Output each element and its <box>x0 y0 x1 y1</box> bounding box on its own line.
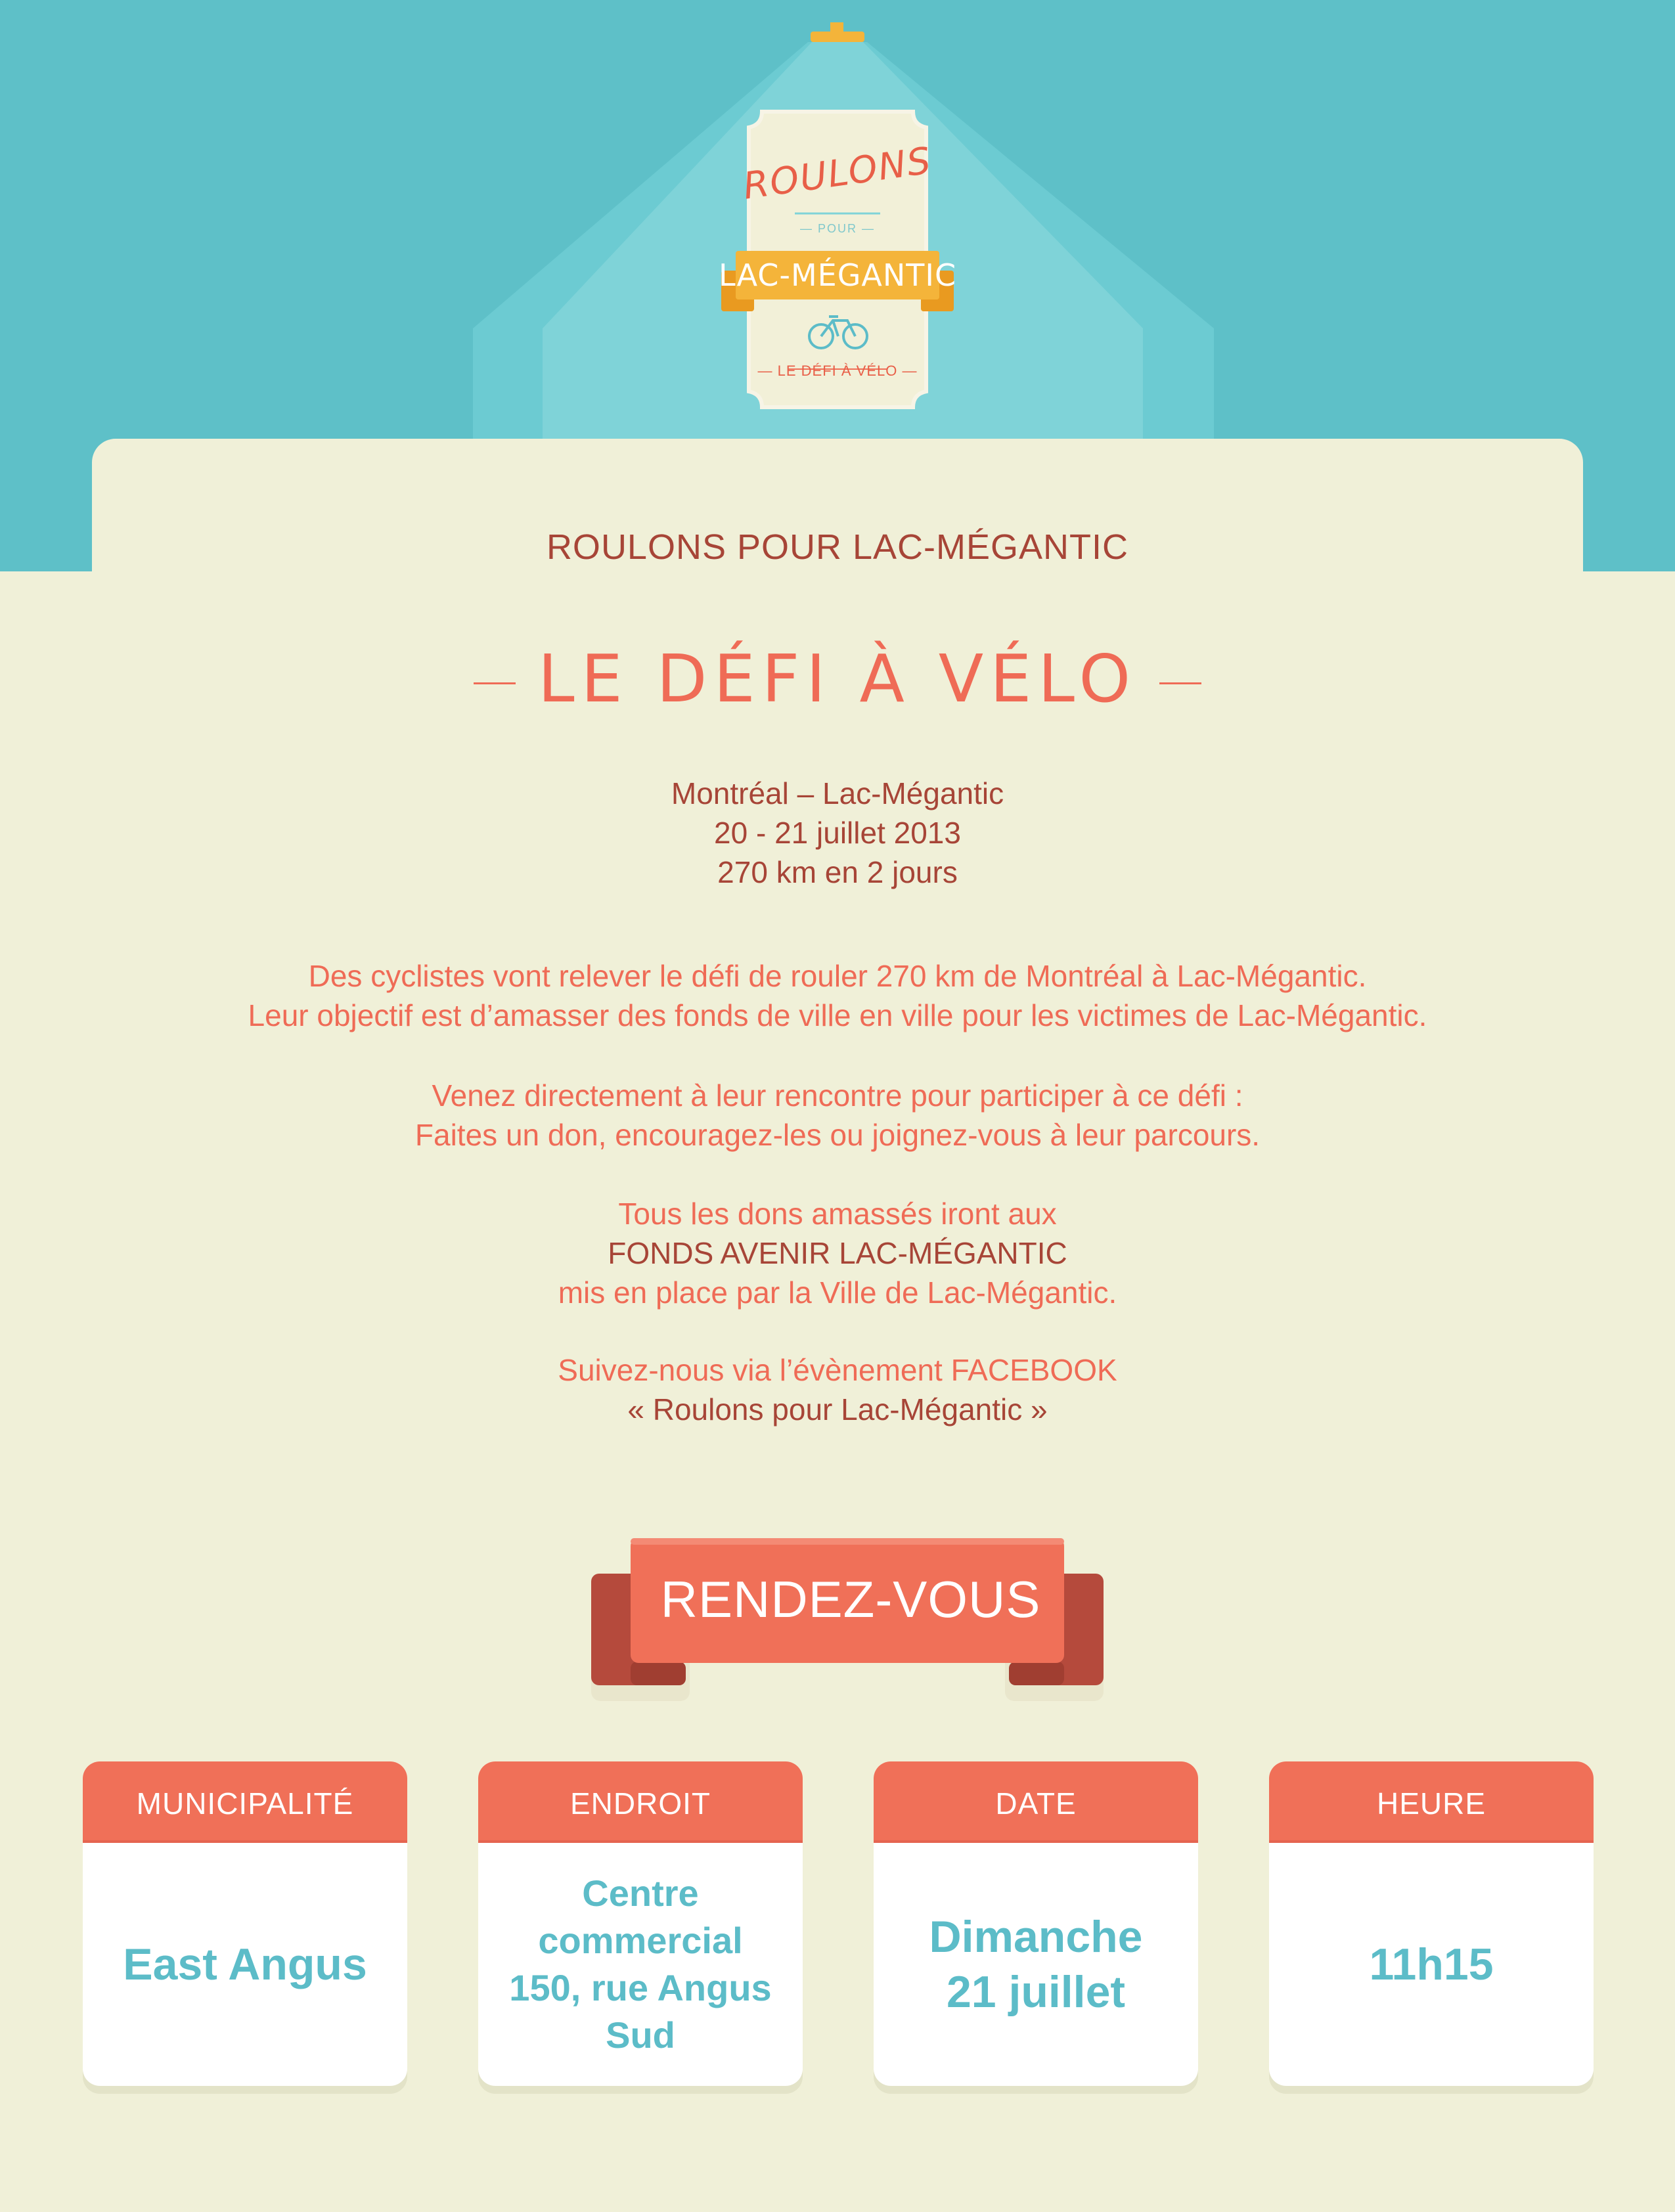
card-value <box>1269 1843 1594 2086</box>
route-info <box>0 774 1675 892</box>
invite-paragraph <box>0 1076 1675 1155</box>
card-value-line: Centre commercial <box>538 1872 743 1961</box>
card-header: HEURE <box>1269 1761 1594 1843</box>
info-card-municipality <box>83 1761 407 2086</box>
logo-defi: — LE DÉFI À VÉLO — <box>757 363 918 379</box>
challenge-title <box>0 640 1675 717</box>
card-value-line: 21 juillet <box>946 1967 1126 2017</box>
facebook-paragraph <box>0 1350 1675 1429</box>
info-card-date <box>874 1761 1198 2086</box>
card-value <box>83 1843 407 2086</box>
facebook-event-name: « Roulons pour Lac-Mégantic » <box>627 1392 1048 1427</box>
route-dates: 20 - 21 juillet 2013 <box>714 816 961 850</box>
card-value <box>874 1843 1198 2086</box>
challenge-title-text: LE DÉFI À VÉLO <box>537 640 1138 717</box>
intro-line-2: Leur objectif est d’amasser des fonds de ville en ville pour les victimes de Lac-Mégantic. <box>248 998 1427 1032</box>
card-value <box>478 1843 803 2086</box>
card-value-line: Dimanche <box>929 1912 1143 1962</box>
fund-name: FONDS AVENIR LAC-MÉGANTIC <box>608 1236 1067 1270</box>
title-dash-left <box>474 682 516 684</box>
card-header: MUNICIPALITÉ <box>83 1761 407 1843</box>
route-distance: 270 km en 2 jours <box>717 855 958 889</box>
card-value-line: 11h15 <box>1369 1939 1494 1989</box>
donation-paragraph <box>0 1194 1675 1312</box>
logo-text-layer <box>716 105 959 414</box>
info-card-location <box>478 1761 803 2086</box>
donation-line-1: Tous les dons amassés iront aux <box>618 1197 1057 1231</box>
route-cities: Montréal – Lac-Mégantic <box>671 776 1004 810</box>
card-header: ENDROIT <box>478 1761 803 1843</box>
info-card-time <box>1269 1761 1594 2086</box>
card-value-line: East Angus <box>123 1939 367 1989</box>
facebook-line-1: Suivez-nous via l’évènement FACEBOOK <box>558 1353 1117 1387</box>
logo-pour: — POUR — <box>799 222 875 235</box>
title-dash-right <box>1159 682 1201 684</box>
logo-roulons: ROULONS <box>740 139 935 208</box>
invite-line-1: Venez directement à leur rencontre pour participer à ce défi : <box>432 1078 1243 1113</box>
intro-line-1: Des cyclistes vont relever le défi de rouler 270 km de Montréal à Lac-Mégantic. <box>308 959 1367 993</box>
rendezvous-label: RENDEZ-VOUS <box>660 1570 1041 1628</box>
invite-line-2: Faites un don, encouragez-les ou joignez-vous à leur parcours. <box>414 1118 1261 1152</box>
logo-lac-megantic: LAC-MÉGANTIC <box>718 257 957 293</box>
card-value-line: 150, rue Angus Sud <box>509 1967 772 2056</box>
intro-paragraph <box>0 956 1675 1035</box>
card-header: DATE <box>874 1761 1198 1843</box>
donation-line-3: mis en place par la Ville de Lac-Mégantic. <box>558 1275 1117 1310</box>
page-kicker: ROULONS POUR LAC-MÉGANTIC <box>546 527 1129 567</box>
